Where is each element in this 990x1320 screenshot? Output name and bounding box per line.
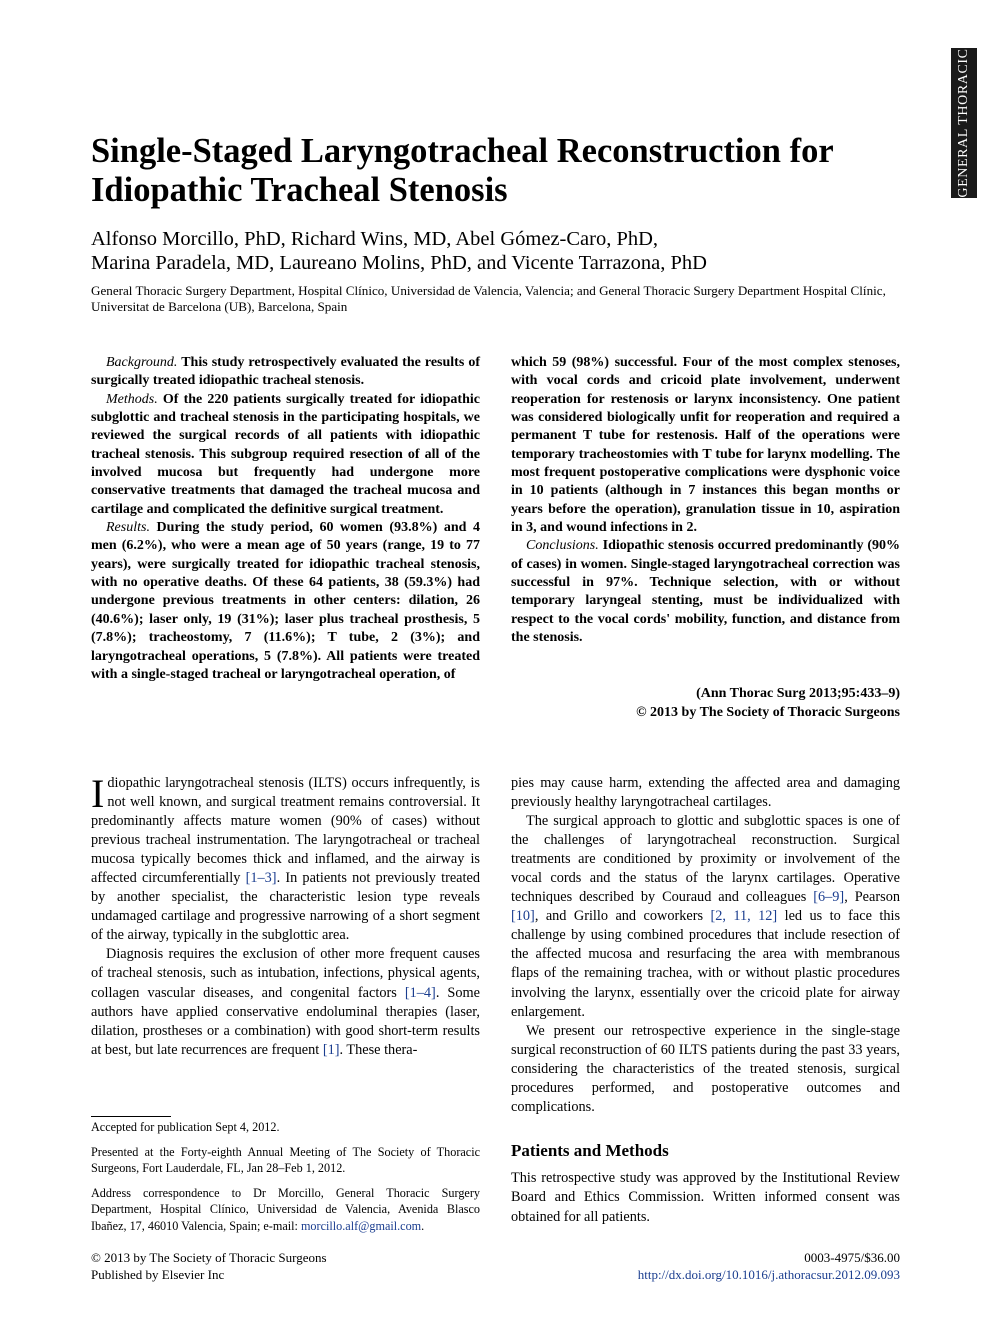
section-heading: Patients and Methods (511, 1141, 669, 1160)
abstract-left-column (91, 354, 480, 684)
footer-copyright: © 2013 by The Society of Thoracic Surgeons (91, 1250, 327, 1265)
body-left-column (91, 771, 480, 1060)
methods-label: Methods. (106, 391, 158, 407)
abstract-conclusions: Conclusions. Idiopathic stenosis occurred predominantly (90% of cases) in women. Single-staged laryngotracheal correction was successful in 97%. Technique selection, with or without temporary laryngeal stenting, must be individualized with respect to the vocal cords' mobility, function, and distance from the stenosis. (511, 538, 900, 646)
intro-paragraph-3: The surgical approach to glottic and subglottic spaces is one of the challenges of laryngotracheal reconstruction. Surgical treatments are conditioned by proximity or involvement of the vocal cords and the status of the larynx cartilages. Operative techniques described by Couraud and colleagues [6–9], Pearson [10], and Grillo and coworkers [2, 11, 12] led us to face this challenge by using combined procedures that include resection of the affected mucosa and resurfacing the area with membranous flaps of the remaining trachea, with or without plastic procedures involving the larynx, essentially over the cricoid plate for airway enlargement. (511, 813, 901, 1020)
reference-link[interactable]: [1] (322, 1041, 340, 1058)
citation-reference: (Ann Thorac Surg 2013;95:433–9) (696, 686, 900, 701)
abstract-results: Results. During the study period, 60 women (93.8%) and 4 men (6.2%), who were a mean age of 50 years (range, 19 to 77 years), were surgically treated for idiopathic tracheal stenosis, with no operative deaths. Of these 64 patients, 38 (59.3%) had undergone previous treatments in other centers: dilation, 26 (40.6%); laser only, 19 (31%); laser plus tracheal prosthesis, 5 (7.8%); tracheostomy, 7 (11.6%); T tube, 2 (3%); and laryngotracheal operations, 5 (7.8%). All patients were treated with a single-staged tracheal or laryngotracheal operation, of (91, 520, 480, 682)
journal-citation (511, 685, 900, 722)
footnote-presented: Presented at the Forty-eighth Annual Meeting of The Society of Thoracic Surgeons, Fort Lauderdale, FL, Jan 28–Feb 1, 2012. (91, 1144, 480, 1176)
abstract-methods: Methods. Of the 220 patients surgically treated for idiopathic subglottic and tracheal stenosis in the participating hospitals, we reviewed the surgical records of all patients with idiopathic tracheal stenosis. This subgroup required resection of all of the involved mucosa but frequently had undergone more conservative treatments that damaged the tracheal mucosa and cartilage and complicated the definitive surgical treatment. (91, 391, 480, 517)
body-right-column (511, 774, 900, 1117)
article-title: Single-Staged Laryngotracheal Reconstruction for Idiopathic Tracheal Stenosis (91, 132, 834, 209)
section-tab-label: GENERAL THORACIC (956, 48, 971, 198)
author-line-2: Marina Paradela, MD, Laureano Molins, PhD, and Vicente Tarrazona, PhD (91, 252, 707, 274)
drop-cap: I (91, 771, 105, 816)
reference-link[interactable]: [2, 11, 12] (710, 908, 778, 925)
doi-link[interactable]: http://dx.doi.org/10.1016/j.athoracsur.2012.09.093 (637, 1266, 900, 1282)
intro-paragraph-1: Idiopathic laryngotracheal stenosis (ILTS) occurs infrequently, is not well known, and surgical treatment remains controversial. It predominantly affects mature women (90% of cases) without previous tracheal instrumentation. The laryngotracheal or tracheal mucosa typically becomes thick and inflamed, and the airway is affected circumferentially [1–3]. In patients not previously treated by another specialist, the characteristic lesion type reveals undamaged cartilage and progressive narrowing of a short segment of the airway, typically in the subglottic area. (91, 771, 480, 944)
footnotes (91, 1119, 480, 1243)
results-label: Results. (106, 520, 150, 536)
footer-left (91, 1250, 491, 1283)
reference-link[interactable]: [6–9] (813, 889, 845, 906)
footnote-divider (91, 1116, 171, 1117)
abstract-right-column (511, 354, 900, 648)
reference-link[interactable]: [1–4] (404, 984, 436, 1001)
abstract-results-continued: which 59 (98%) successful. Four of the most complex stenoses, with vocal cords and cricoid plate involvement, underwent reoperation for restenosis or larynx inconsistency. One patient was considered biologically unfit for reoperation and required a permanent T tube for restenosis. Half of the operations were temporary tracheostomies with T tube for larynx modelling. The most frequent postoperative complications were dysphonic voice in 10 patients (although in 7 instances this began months or years before the operation), granulation tissue in 10, aspiration in 3, and wound infections in 2. (511, 355, 900, 536)
email-link[interactable]: morcillo.alf@gmail.com (300, 1218, 422, 1233)
conclusions-label: Conclusions. (526, 538, 599, 554)
citation-copyright: © 2013 by The Society of Thoracic Surgeons (636, 704, 900, 720)
methods-paragraph: This retrospective study was approved by the Institutional Review Board and Ethics Commission. Written informed consent was obtained for all patients. (511, 1170, 900, 1225)
author-list (91, 227, 911, 275)
footnote-accepted: Accepted for publication Sept 4, 2012. (91, 1120, 280, 1134)
intro-paragraph-2: Diagnosis requires the exclusion of other more frequent causes of tracheal stenosis, such as intubation, infections, physical agents, collagen vascular diseases, and congenital factors [1–4]. Some authors have applied conservative endoluminal therapies (laser, dilation, prostheses or a combination) with good short-term results at best, but late recurrences are frequent [1]. These thera- (91, 946, 480, 1058)
section-tab (951, 48, 977, 198)
intro-paragraph-4: We present our retrospective experience in the single-stage surgical reconstruction of 60 ILTS patients during the past 33 years, considering the characteristics of the treated stenosis, surgical procedures performed, and postoperative outcomes and complications. (511, 1022, 900, 1115)
affiliation: General Thoracic Surgery Department, Hospital Clínico, Universidad de Valencia, Valencia; and General Thoracic Surgery Department Hospital Clínic, Universitat de Barcelona (UB), Barcelona, Spain (91, 283, 886, 314)
footer-issn: 0003-4975/$36.00 (804, 1250, 900, 1265)
background-label: Background. (106, 355, 178, 370)
author-line-1: Alfonso Morcillo, PhD, Richard Wins, MD, Abel Gómez-Caro, PhD, (91, 228, 659, 250)
footer-right (560, 1250, 900, 1283)
footnote-address: Address correspondence to Dr Morcillo, General Thoracic Surgery Department, Hospital Clínico, Universidad de Valencia, Avenida Blasco Ibañez, 17, 46010 Valencia, Spain; e-mail: morcillo.alf@gmail.com. (91, 1185, 480, 1233)
reference-link[interactable]: [10] (511, 908, 535, 925)
reference-link[interactable]: [1–3] (245, 870, 277, 887)
footer-publisher: Published by Elsevier Inc (91, 1266, 225, 1282)
intro-paragraph-2-continued: pies may cause harm, extending the affected area and damaging previously healthy laryngotracheal cartilages. (511, 775, 900, 811)
abstract-background: Background. This study retrospectively evaluated the results of surgically treated idiopathic tracheal stenosis. (91, 355, 480, 389)
